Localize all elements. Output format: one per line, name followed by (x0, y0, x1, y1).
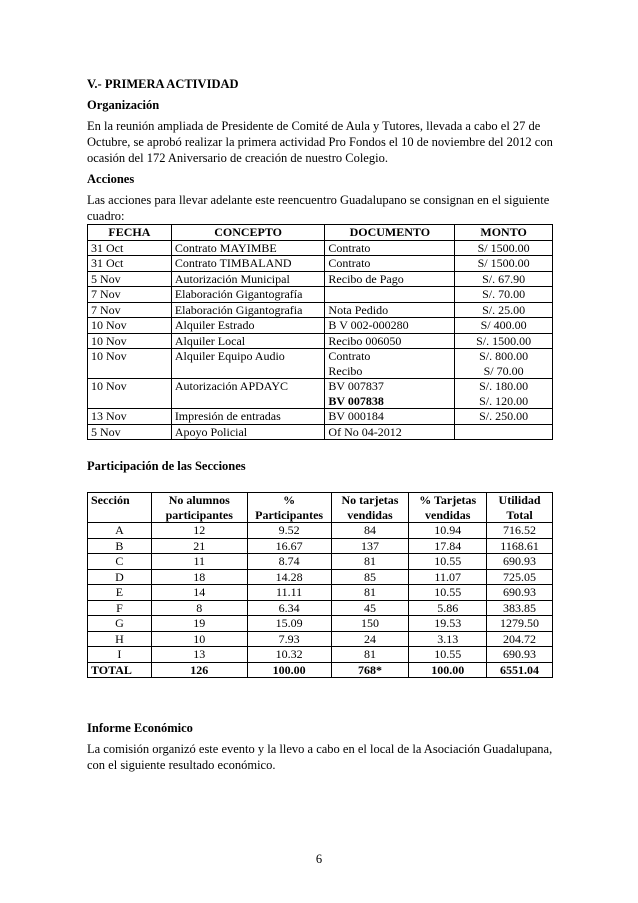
participacion-cell: 690.93 (487, 585, 553, 601)
documento-cell (325, 271, 455, 287)
header-line-1: % Tarjetas (419, 493, 477, 507)
concepto-cell (171, 287, 325, 303)
participacion-cell: H (88, 631, 152, 647)
concepto-cell-line: Alquiler Equipo Audio (174, 349, 285, 363)
fecha-cell (88, 409, 172, 425)
concepto-cell (171, 318, 325, 334)
participacion-cell: B (88, 538, 152, 554)
header-monto: MONTO (455, 225, 553, 241)
participacion-cell: 1279.50 (487, 616, 553, 632)
documento-cell-line: Recibo de Pago (328, 271, 404, 286)
documento-cell-line: Of No 04-2012 (328, 424, 402, 439)
participacion-header-cell (487, 493, 553, 523)
fecha-cell (88, 256, 172, 272)
acciones-row (88, 287, 553, 303)
documento-cell-line: Contrato (328, 349, 371, 363)
fecha-cell (88, 287, 172, 303)
header-line-2: Participantes (255, 507, 324, 522)
participacion-cell: D (88, 569, 152, 585)
documento-cell-line: B V 002-000280 (328, 318, 409, 332)
monto-cell-line: S/. 70.00 (482, 287, 526, 301)
concepto-cell-line: Apoyo Policial (174, 424, 248, 439)
acciones-text: Las acciones para llevar adelante este reencuentro Guadalupano se consignan en el siguiente cuadro: (87, 193, 550, 223)
documento-cell (325, 333, 455, 349)
monto-cell (455, 302, 553, 318)
fecha-cell (88, 318, 172, 334)
concepto-cell-line: Elaboración Gigantografía (174, 287, 303, 301)
participacion-cell: 10.55 (409, 554, 487, 570)
participacion-cell: 137 (331, 538, 409, 554)
participacion-cell: 84 (331, 523, 409, 539)
documento-cell (325, 240, 455, 256)
fecha-cell (88, 349, 172, 379)
concepto-cell (171, 256, 325, 272)
documento-cell (325, 409, 455, 425)
monto-cell (455, 333, 553, 349)
documento-cell-line: BV 000184 (328, 409, 384, 423)
document-page (87, 76, 553, 773)
fecha-cell-line: 7 Nov (91, 287, 121, 301)
participacion-cell: 81 (331, 585, 409, 601)
participacion-cell: E (88, 585, 152, 601)
participacion-cell: C (88, 554, 152, 570)
header-line-2: vendidas (425, 507, 471, 522)
monto-cell (455, 318, 553, 334)
participacion-cell: 8 (151, 600, 247, 616)
documento-cell (325, 287, 455, 303)
participacion-cell: G (88, 616, 152, 632)
participacion-total-cell: TOTAL (88, 662, 152, 678)
fecha-cell (88, 424, 172, 440)
participacion-cell: 19 (151, 616, 247, 632)
participacion-cell: 1168.61 (487, 538, 553, 554)
concepto-cell-line: Elaboración Gigantografia (174, 302, 303, 317)
participacion-header-cell (88, 493, 152, 523)
documento-cell-line: Contrato (328, 240, 371, 255)
acciones-table-body (88, 240, 553, 440)
participacion-total-cell: 768* (331, 662, 409, 678)
participacion-total-cell: 6551.04 (487, 662, 553, 678)
participacion-cell: 14.28 (247, 569, 331, 585)
participacion-row (88, 569, 553, 585)
monto-cell (455, 240, 553, 256)
concepto-cell-line: Autorización Municipal (174, 271, 290, 286)
participacion-cell: 11.07 (409, 569, 487, 585)
participacion-cell: 725.05 (487, 569, 553, 585)
participacion-cell: 15.09 (247, 616, 331, 632)
participacion-cell: 8.74 (247, 554, 331, 570)
participacion-cell: 19.53 (409, 616, 487, 632)
page-number: 6 (315, 852, 323, 866)
fecha-cell-line: 10 Nov (91, 318, 127, 332)
participacion-cell: 6.34 (247, 600, 331, 616)
documento-cell-line: BV 007837 (328, 379, 384, 393)
documento-cell-line: Contrato (328, 256, 371, 270)
participacion-header-cell (409, 493, 487, 523)
participacion-cell: 81 (331, 554, 409, 570)
acciones-row (88, 302, 553, 318)
concepto-cell-line: Alquiler Local (174, 333, 246, 348)
participacion-cell: 11.11 (247, 585, 331, 601)
participacion-cell: 690.93 (487, 554, 553, 570)
concepto-cell-line: Alquiler Estrado (174, 318, 255, 332)
participacion-cell: 14 (151, 585, 247, 601)
participacion-cell: 383.85 (487, 600, 553, 616)
header-fecha: FECHA (88, 225, 172, 241)
fecha-cell (88, 379, 172, 409)
participacion-cell: 10 (151, 631, 247, 647)
monto-cell (455, 379, 553, 409)
participacion-cell: 13 (151, 647, 247, 663)
documento-cell-line: Nota Pedido (328, 302, 389, 317)
fecha-cell-line: 10 Nov (91, 333, 127, 348)
monto-cell-line-2: S/. 120.00 (479, 393, 529, 408)
header-documento: DOCUMENTO (325, 225, 455, 241)
participacion-row (88, 600, 553, 616)
fecha-cell-line: 10 Nov (91, 379, 127, 393)
participacion-cell: 10.55 (409, 585, 487, 601)
concepto-cell (171, 409, 325, 425)
header-line-1: % (283, 493, 296, 507)
participacion-row (88, 616, 553, 632)
concepto-cell (171, 271, 325, 287)
organizacion-text: En la reunión ampliada de Presidente de Comité de Aula y Tutores, llevada a cabo el 27 de Octubre, se aprobó realizar la primera actividad Pro Fondos el 10 de noviembre del 2012 con ocasión del 172 Aniversario de creación de nuestro Colegio. (87, 119, 553, 165)
fecha-cell-line: 31 Oct (91, 240, 124, 255)
fecha-cell-line: 13 Nov (91, 409, 127, 423)
monto-cell-line: S/. 800.00 (479, 349, 529, 363)
documento-cell (325, 424, 455, 440)
participacion-header-cell (331, 493, 409, 523)
fecha-cell-line: 10 Nov (91, 349, 127, 363)
participacion-cell: 7.93 (247, 631, 331, 647)
monto-cell-line: S/ 1500.00 (477, 240, 530, 255)
monto-cell-line-2: S/ 70.00 (483, 363, 524, 378)
acciones-header-row (88, 225, 553, 241)
monto-cell-line: S/. 1500.00 (476, 333, 532, 348)
participacion-cell: 5.86 (409, 600, 487, 616)
header-line-2: Total (506, 507, 533, 522)
concepto-cell (171, 333, 325, 349)
participacion-cell: 3.13 (409, 631, 487, 647)
participacion-cell: I (88, 647, 152, 663)
acciones-row (88, 349, 553, 379)
participacion-cell: 16.67 (247, 538, 331, 554)
concepto-cell-line: Autorización APDAYC (174, 379, 289, 393)
documento-cell (325, 349, 455, 379)
monto-cell-line: S/. 180.00 (479, 379, 529, 393)
monto-cell (455, 349, 553, 379)
monto-cell-line: S/ 1500.00 (477, 256, 530, 270)
participacion-cell: A (88, 523, 152, 539)
documento-cell (325, 318, 455, 334)
monto-cell-line: S/. 67.90 (482, 271, 526, 286)
header-line-2: vendidas (347, 507, 393, 522)
participacion-cell: 81 (331, 647, 409, 663)
participacion-row (88, 554, 553, 570)
participacion-cell: 690.93 (487, 647, 553, 663)
documento-cell-line-2: BV 007838 (328, 393, 384, 408)
participacion-row (88, 538, 553, 554)
participacion-cell: 12 (151, 523, 247, 539)
fecha-cell-line: 31 Oct (91, 256, 124, 270)
participacion-table-body (88, 523, 553, 678)
informe-heading: Informe Económico (87, 721, 193, 735)
monto-cell (455, 256, 553, 272)
participacion-heading: Participación de las Secciones (87, 459, 246, 473)
participacion-cell: 716.52 (487, 523, 553, 539)
participacion-header-cell (247, 493, 331, 523)
monto-cell-line: S/. 250.00 (479, 409, 529, 423)
acciones-table (87, 224, 553, 440)
acciones-row (88, 379, 553, 409)
participacion-cell: 150 (331, 616, 409, 632)
participacion-cell: 21 (151, 538, 247, 554)
participacion-cell: 85 (331, 569, 409, 585)
section-title: V.- PRIMERA ACTIVIDAD (87, 77, 239, 91)
documento-cell-line: Recibo 006050 (328, 333, 402, 348)
acciones-row (88, 333, 553, 349)
monto-cell-line: S/. 25.00 (482, 302, 526, 317)
participacion-row (88, 523, 553, 539)
concepto-cell-line: Contrato TIMBALAND (174, 256, 292, 270)
acciones-row (88, 409, 553, 425)
documento-cell (325, 302, 455, 318)
concepto-cell (171, 424, 325, 440)
monto-cell (455, 424, 553, 440)
participacion-cell: 45 (331, 600, 409, 616)
concepto-cell (171, 379, 325, 409)
fecha-cell (88, 240, 172, 256)
concepto-cell-line: Impresión de entradas (174, 409, 281, 423)
acciones-row (88, 256, 553, 272)
participacion-total-row (88, 662, 553, 678)
fecha-cell (88, 333, 172, 349)
documento-cell (325, 379, 455, 409)
header-line-1: No tarjetas (341, 493, 399, 507)
participacion-cell: 24 (331, 631, 409, 647)
header-line-1: Utilidad (498, 493, 541, 507)
participacion-row (88, 647, 553, 663)
header-line-2: participantes (165, 507, 233, 522)
acciones-row (88, 240, 553, 256)
participacion-cell: 18 (151, 569, 247, 585)
participacion-header-row (88, 493, 553, 523)
header-concepto: CONCEPTO (171, 225, 325, 241)
concepto-cell (171, 240, 325, 256)
participacion-cell: 11 (151, 554, 247, 570)
organizacion-heading: Organización (87, 98, 160, 112)
fecha-cell-line: 5 Nov (91, 271, 121, 286)
participacion-total-cell: 126 (151, 662, 247, 678)
fecha-cell (88, 271, 172, 287)
monto-cell (455, 287, 553, 303)
participacion-cell: F (88, 600, 152, 616)
monto-cell-line: S/ 400.00 (480, 318, 527, 332)
participacion-cell: 10.94 (409, 523, 487, 539)
acciones-heading: Acciones (87, 172, 135, 186)
participacion-cell: 9.52 (247, 523, 331, 539)
participacion-cell: 10.32 (247, 647, 331, 663)
fecha-cell-line: 5 Nov (91, 424, 121, 439)
concepto-cell (171, 349, 325, 379)
participacion-total-cell: 100.00 (409, 662, 487, 678)
participacion-header-cell (151, 493, 247, 523)
documento-cell-line-2: Recibo (328, 363, 363, 378)
participacion-row (88, 585, 553, 601)
fecha-cell (88, 302, 172, 318)
participacion-row (88, 631, 553, 647)
concepto-cell-line: Contrato MAYIMBE (174, 240, 277, 255)
participacion-total-cell: 100.00 (247, 662, 331, 678)
participacion-table (87, 492, 553, 678)
participacion-cell: 204.72 (487, 631, 553, 647)
acciones-row (88, 318, 553, 334)
informe-text: La comisión organizó este evento y la llevo a cabo en el local de la Asociación Guadalupana, con el siguiente resultado económico. (87, 742, 553, 772)
documento-cell (325, 256, 455, 272)
header-line-1: Sección (91, 493, 130, 507)
acciones-row (88, 271, 553, 287)
acciones-row (88, 424, 553, 440)
participacion-cell: 17.84 (409, 538, 487, 554)
monto-cell (455, 271, 553, 287)
concepto-cell (171, 302, 325, 318)
header-line-1: No alumnos (168, 493, 230, 507)
participacion-cell: 10.55 (409, 647, 487, 663)
fecha-cell-line: 7 Nov (91, 302, 121, 317)
monto-cell (455, 409, 553, 425)
